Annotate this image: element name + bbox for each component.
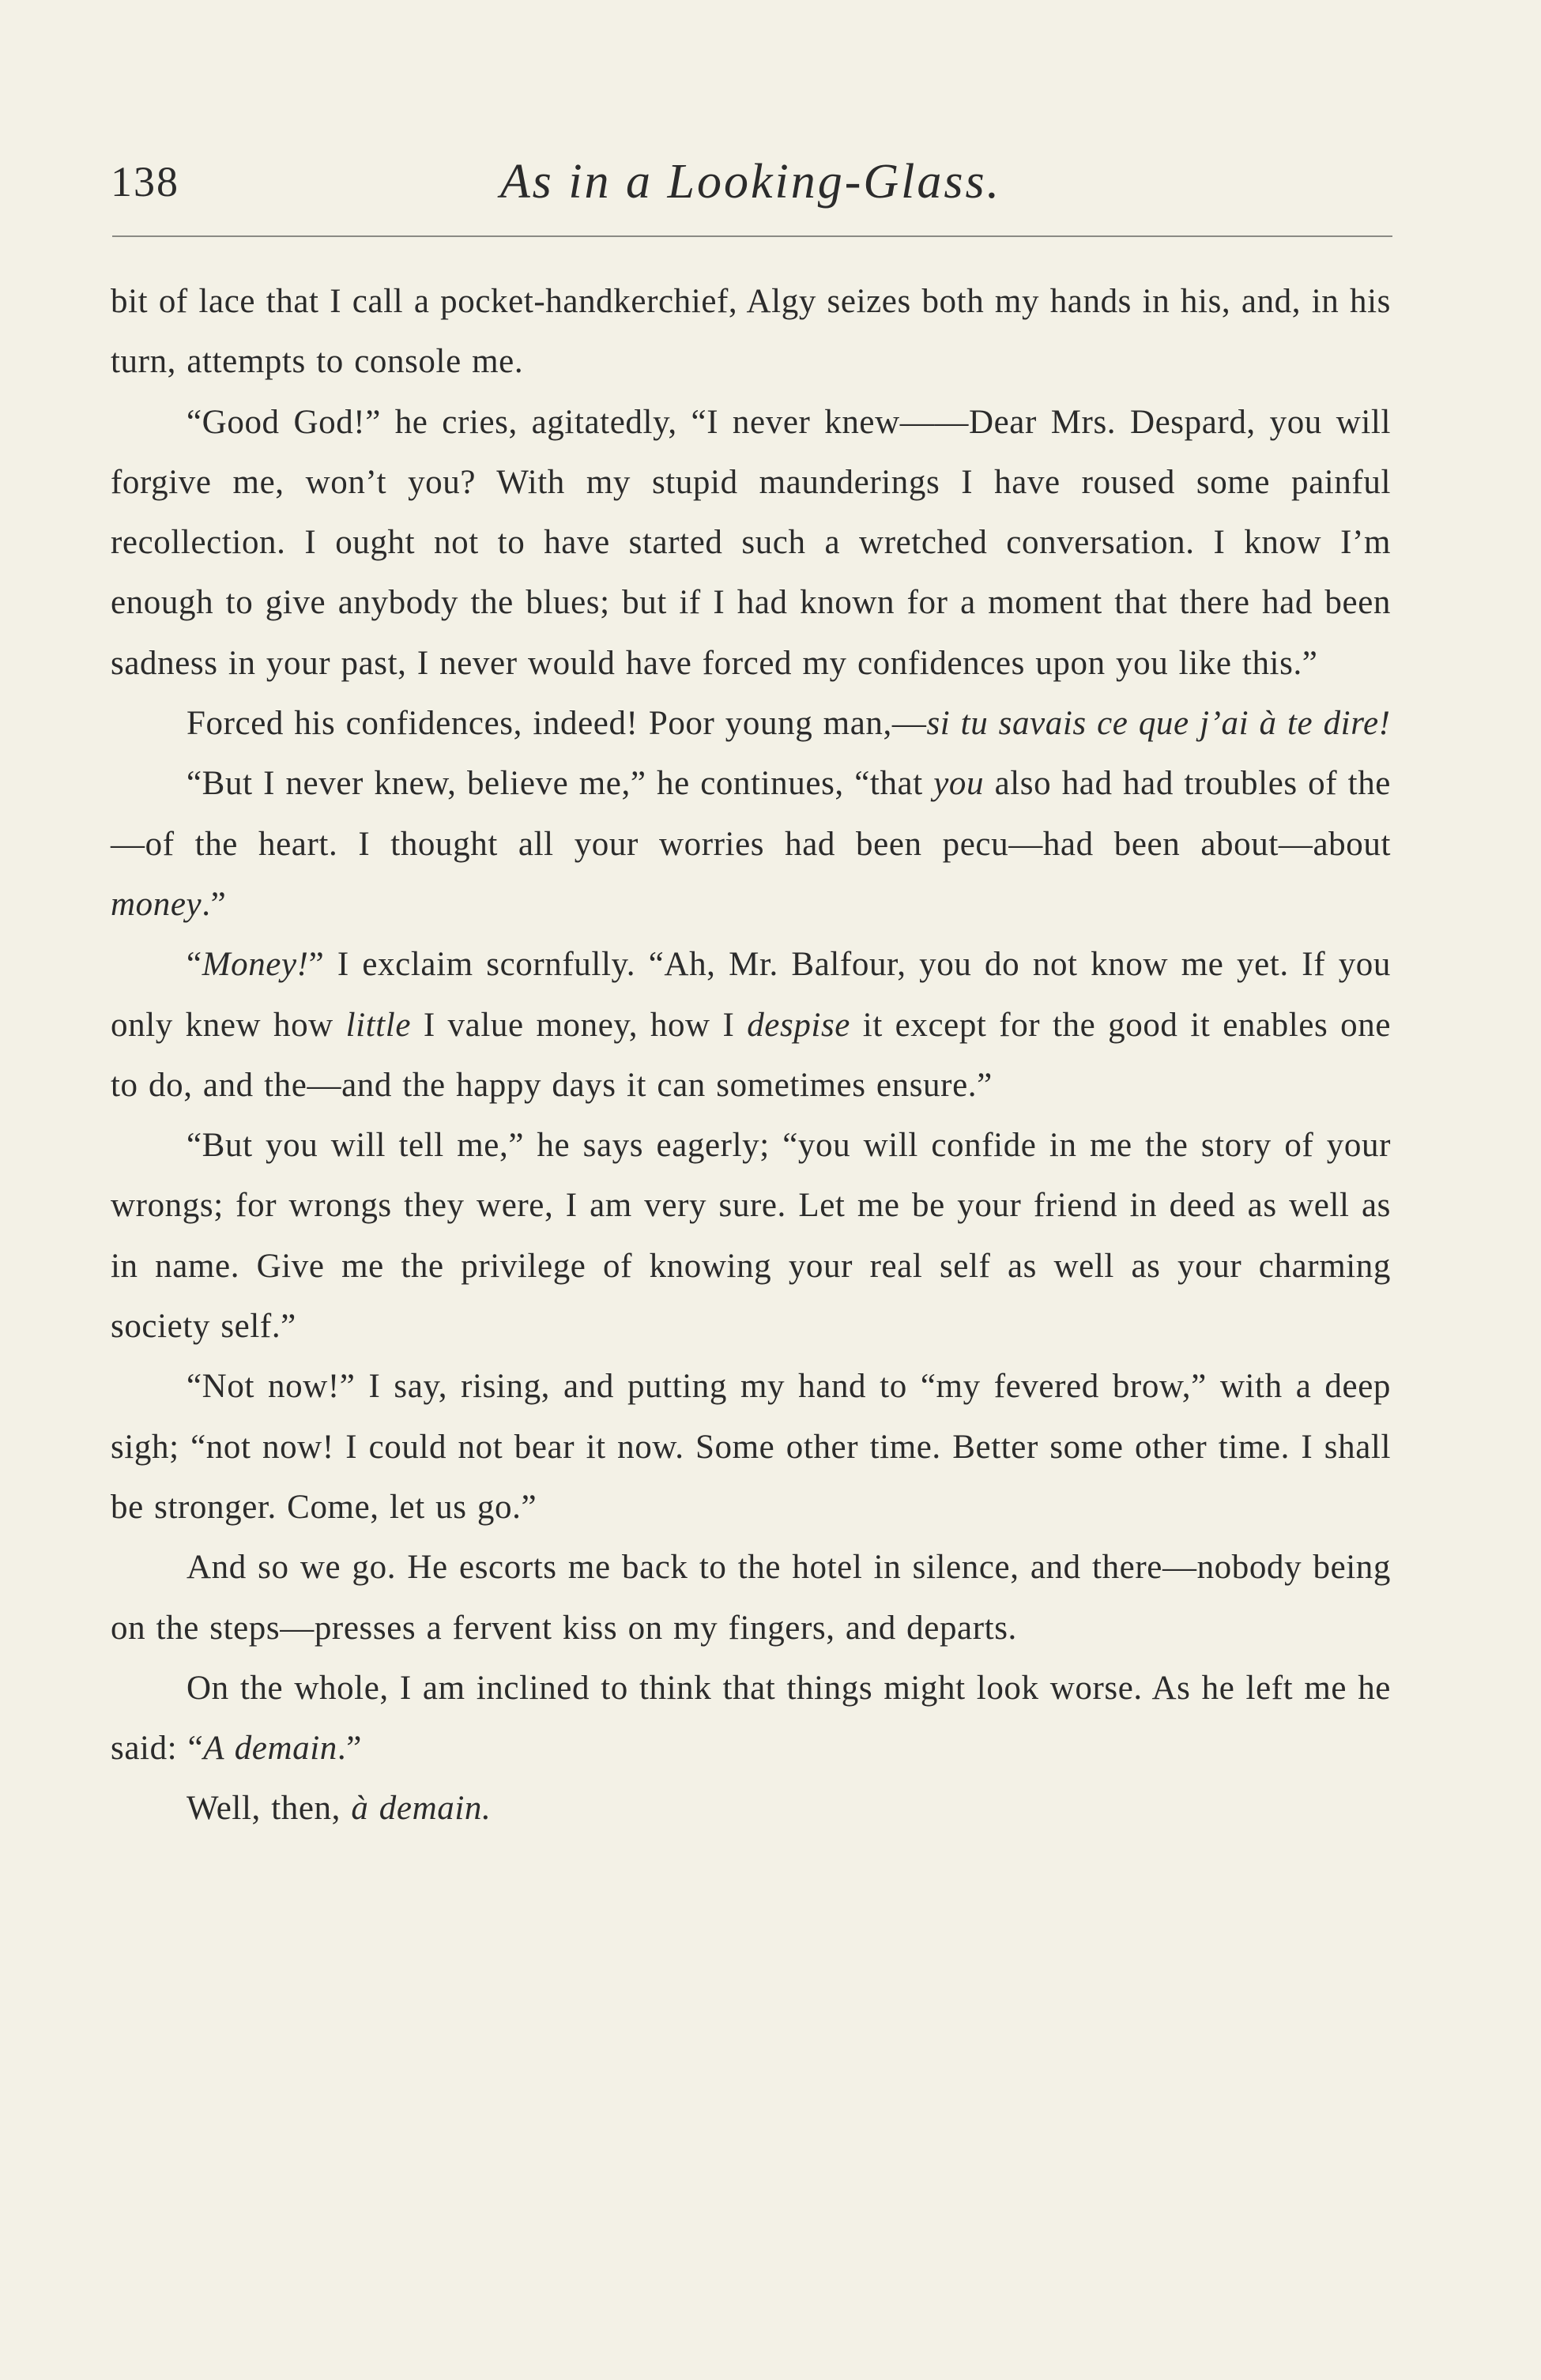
page-number: 138 <box>111 158 179 205</box>
text-run: .” <box>202 885 227 923</box>
paragraph <box>111 1659 1391 1779</box>
text-run: “Not now!” I say, rising, and putting my hand to “my fevered brow,” with a deep sigh; “not now! I could not bear it now. Some other time. Better some other time. I shall be stronger. Come, let us go.” <box>111 1368 1391 1526</box>
text-run: And so we go. He escorts me back to the hotel in silence, and there—nobody being on the steps—presses a fervent kiss on my fingers, and departs. <box>111 1549 1391 1647</box>
italic-text: Money! <box>202 946 309 984</box>
italic-text: si tu savais ce que j’ai à te dire! <box>926 705 1391 743</box>
italic-text: you <box>933 765 985 803</box>
italic-text: A demain <box>203 1730 337 1768</box>
paragraph <box>111 393 1391 694</box>
paragraph <box>111 1357 1391 1538</box>
italic-text: money <box>111 885 202 923</box>
paragraph <box>111 754 1391 935</box>
paragraph <box>111 1116 1391 1357</box>
text-run: “Good God!” he cries, agitatedly, “I never knew——Dear Mrs. Despard, you will forgive me, won’t you? With my stupid maunderings I have roused some painful recollection. I ought not to have started such a wretched conversation. I know I’m enough to give anybody the blues; but if I had known for a moment that there had been sadness in your past, I never would have forced my confidences upon you like this.” <box>111 403 1391 682</box>
text-run: “But I never knew, believe me,” he continues, “that <box>187 765 934 803</box>
text-run: bit of lace that I call a pocket-handkerchief, Algy seizes both my hands in his, and, in his turn, attempts to console me. <box>111 283 1391 381</box>
running-title: As in a Looking-Glass. <box>499 155 1002 209</box>
text-run: ” I exclaim scornfully. “Ah, Mr. Balfour, you do not know me yet. If you only knew how <box>111 946 1391 1044</box>
text-run: I value money, how I <box>411 1006 748 1044</box>
text-run: .” <box>337 1730 362 1768</box>
text-run: Well, then, <box>187 1790 352 1828</box>
body-text <box>111 272 1391 1840</box>
paragraph <box>111 935 1391 1116</box>
text-run: “But you will tell me,” he says eagerly; “you will confide in me the story of your wrongs; for wrongs they were, I am very sure. Let me be your friend in deed as well as in name. Give me the privilege of knowing your real self as well as your charming society self.” <box>111 1127 1391 1346</box>
italic-text: despise <box>747 1006 850 1044</box>
header-rule <box>112 235 1392 237</box>
page-header <box>111 150 1391 213</box>
paragraph <box>111 1538 1391 1659</box>
text-run: Forced his confidences, indeed! Poor young man,— <box>187 705 927 743</box>
text-run: also had had troubles of the—of the heart. I thought all your worries had been pecu—had been about—about <box>111 765 1391 863</box>
paragraph <box>111 272 1391 393</box>
text-run: “ <box>187 946 202 984</box>
paragraph <box>111 1779 1391 1839</box>
text-run: On the whole, I am inclined to think that things might look worse. As he left me he said: “ <box>111 1669 1391 1768</box>
italic-text: à demain. <box>351 1790 492 1828</box>
text-run: it except for the good it enables one to do, and the—and the happy days it can sometimes ensure.” <box>111 1006 1392 1104</box>
paragraph <box>111 694 1391 754</box>
italic-text: little <box>345 1006 412 1044</box>
